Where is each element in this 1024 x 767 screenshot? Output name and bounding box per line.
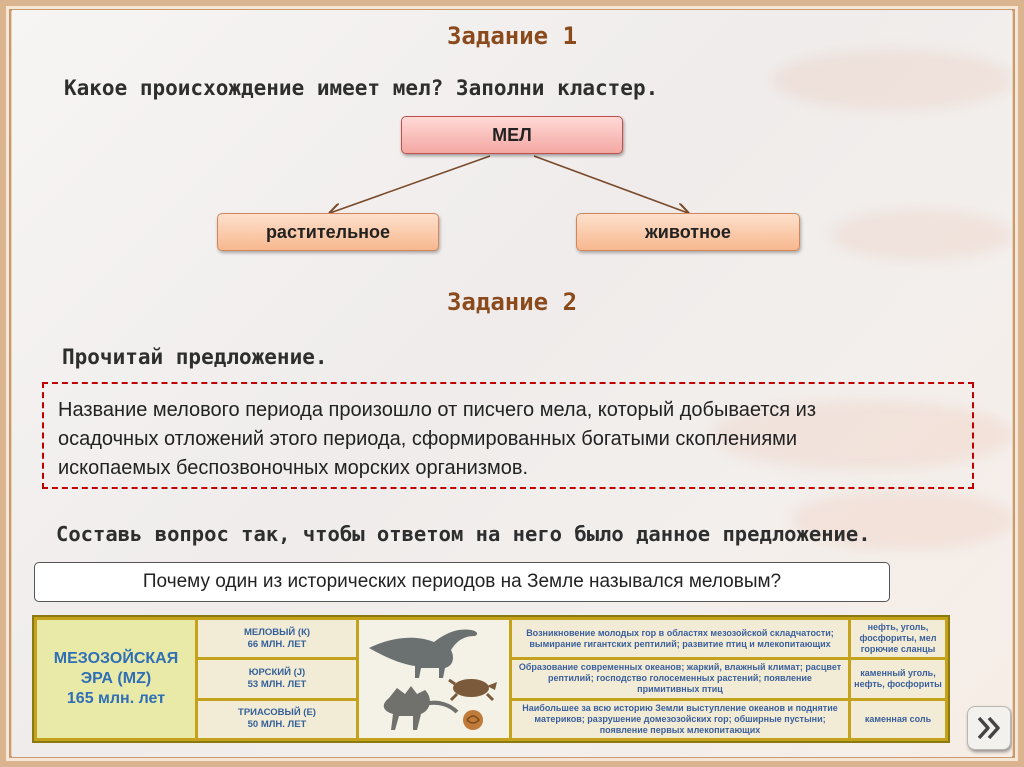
- resource-cell: каменный уголь, нефть, фосфориты: [851, 660, 945, 697]
- period-duration: 53 МЛН. ЛЕТ: [247, 678, 307, 690]
- cluster-branch-animal: животное: [576, 213, 800, 251]
- era-table: [32, 615, 950, 743]
- arrow-to-animal: [534, 156, 688, 213]
- sentence-line: Название мелового периода произошло от писчего мела, который добывается из: [58, 399, 817, 421]
- period-cell: [198, 701, 356, 738]
- period-duration: 66 МЛН. ЛЕТ: [247, 638, 307, 650]
- era-title: МЕЗОЗОЙСКАЯ: [53, 649, 179, 667]
- cluster-root: МЕЛ: [401, 116, 623, 154]
- slide: [12, 10, 1012, 757]
- sentence-line: осадочных отложений этого периода, сформированных богатыми скоплениями: [58, 428, 798, 450]
- sentence-box: [42, 382, 974, 489]
- period-name: ТРИАСОВЫЙ (Е): [238, 707, 316, 719]
- period-cell: [198, 660, 356, 697]
- resource-cell: нефть, уголь, фосфориты, мел горючие сланцы: [851, 620, 945, 657]
- period-name: МЕЛОВЫЙ (К): [243, 626, 311, 638]
- compose-prompt: Составь вопрос так, чтобы ответом на него было данное предложение.: [56, 522, 871, 546]
- double-chevron-right-icon: [974, 713, 1004, 743]
- answer-box: Почему один из исторических периодов на Земле назывался меловым?: [34, 562, 890, 602]
- task1-question: Какое происхождение имеет мел? Заполни кластер.: [64, 76, 659, 100]
- period-duration: 50 МЛН. ЛЕТ: [247, 719, 307, 731]
- era-cell: [37, 620, 195, 738]
- task2-heading: Задание 2: [446, 288, 578, 316]
- cluster-branch-plant: растительное: [217, 213, 439, 251]
- era-duration: 165 млн. лет: [66, 689, 166, 707]
- dinosaur-icon: [359, 620, 509, 738]
- dinosaur-illustration: [359, 620, 509, 738]
- task1-heading: Задание 1: [446, 22, 578, 50]
- arrow-to-plant: [330, 156, 490, 213]
- sentence-line: ископаемых беспозвоночных морских организмов.: [58, 457, 529, 479]
- next-slide-button[interactable]: [967, 706, 1011, 750]
- event-cell: Возникновение молодых гор в областях мезозойской складчатости; вымирание гигантских рептилий; развитие птиц и млекопитающих: [512, 620, 848, 657]
- read-prompt: Прочитай предложение.: [62, 345, 328, 369]
- resource-cell: каменная соль: [851, 701, 945, 738]
- era-code: ЭРА (MZ): [80, 669, 152, 687]
- period-cell: [198, 620, 356, 657]
- period-name: ЮРСКИЙ (J): [248, 666, 306, 678]
- event-cell: Образование современных океанов; жаркий, влажный климат; расцвет рептилий; господство голосеменных растений; появление примитивных птиц: [512, 660, 848, 697]
- event-cell: Наибольшее за всю историю Земли выступление океанов и поднятие материков; разрушение домезозойских гор; обширные пустыни; появление первых млекопитающих: [512, 701, 848, 738]
